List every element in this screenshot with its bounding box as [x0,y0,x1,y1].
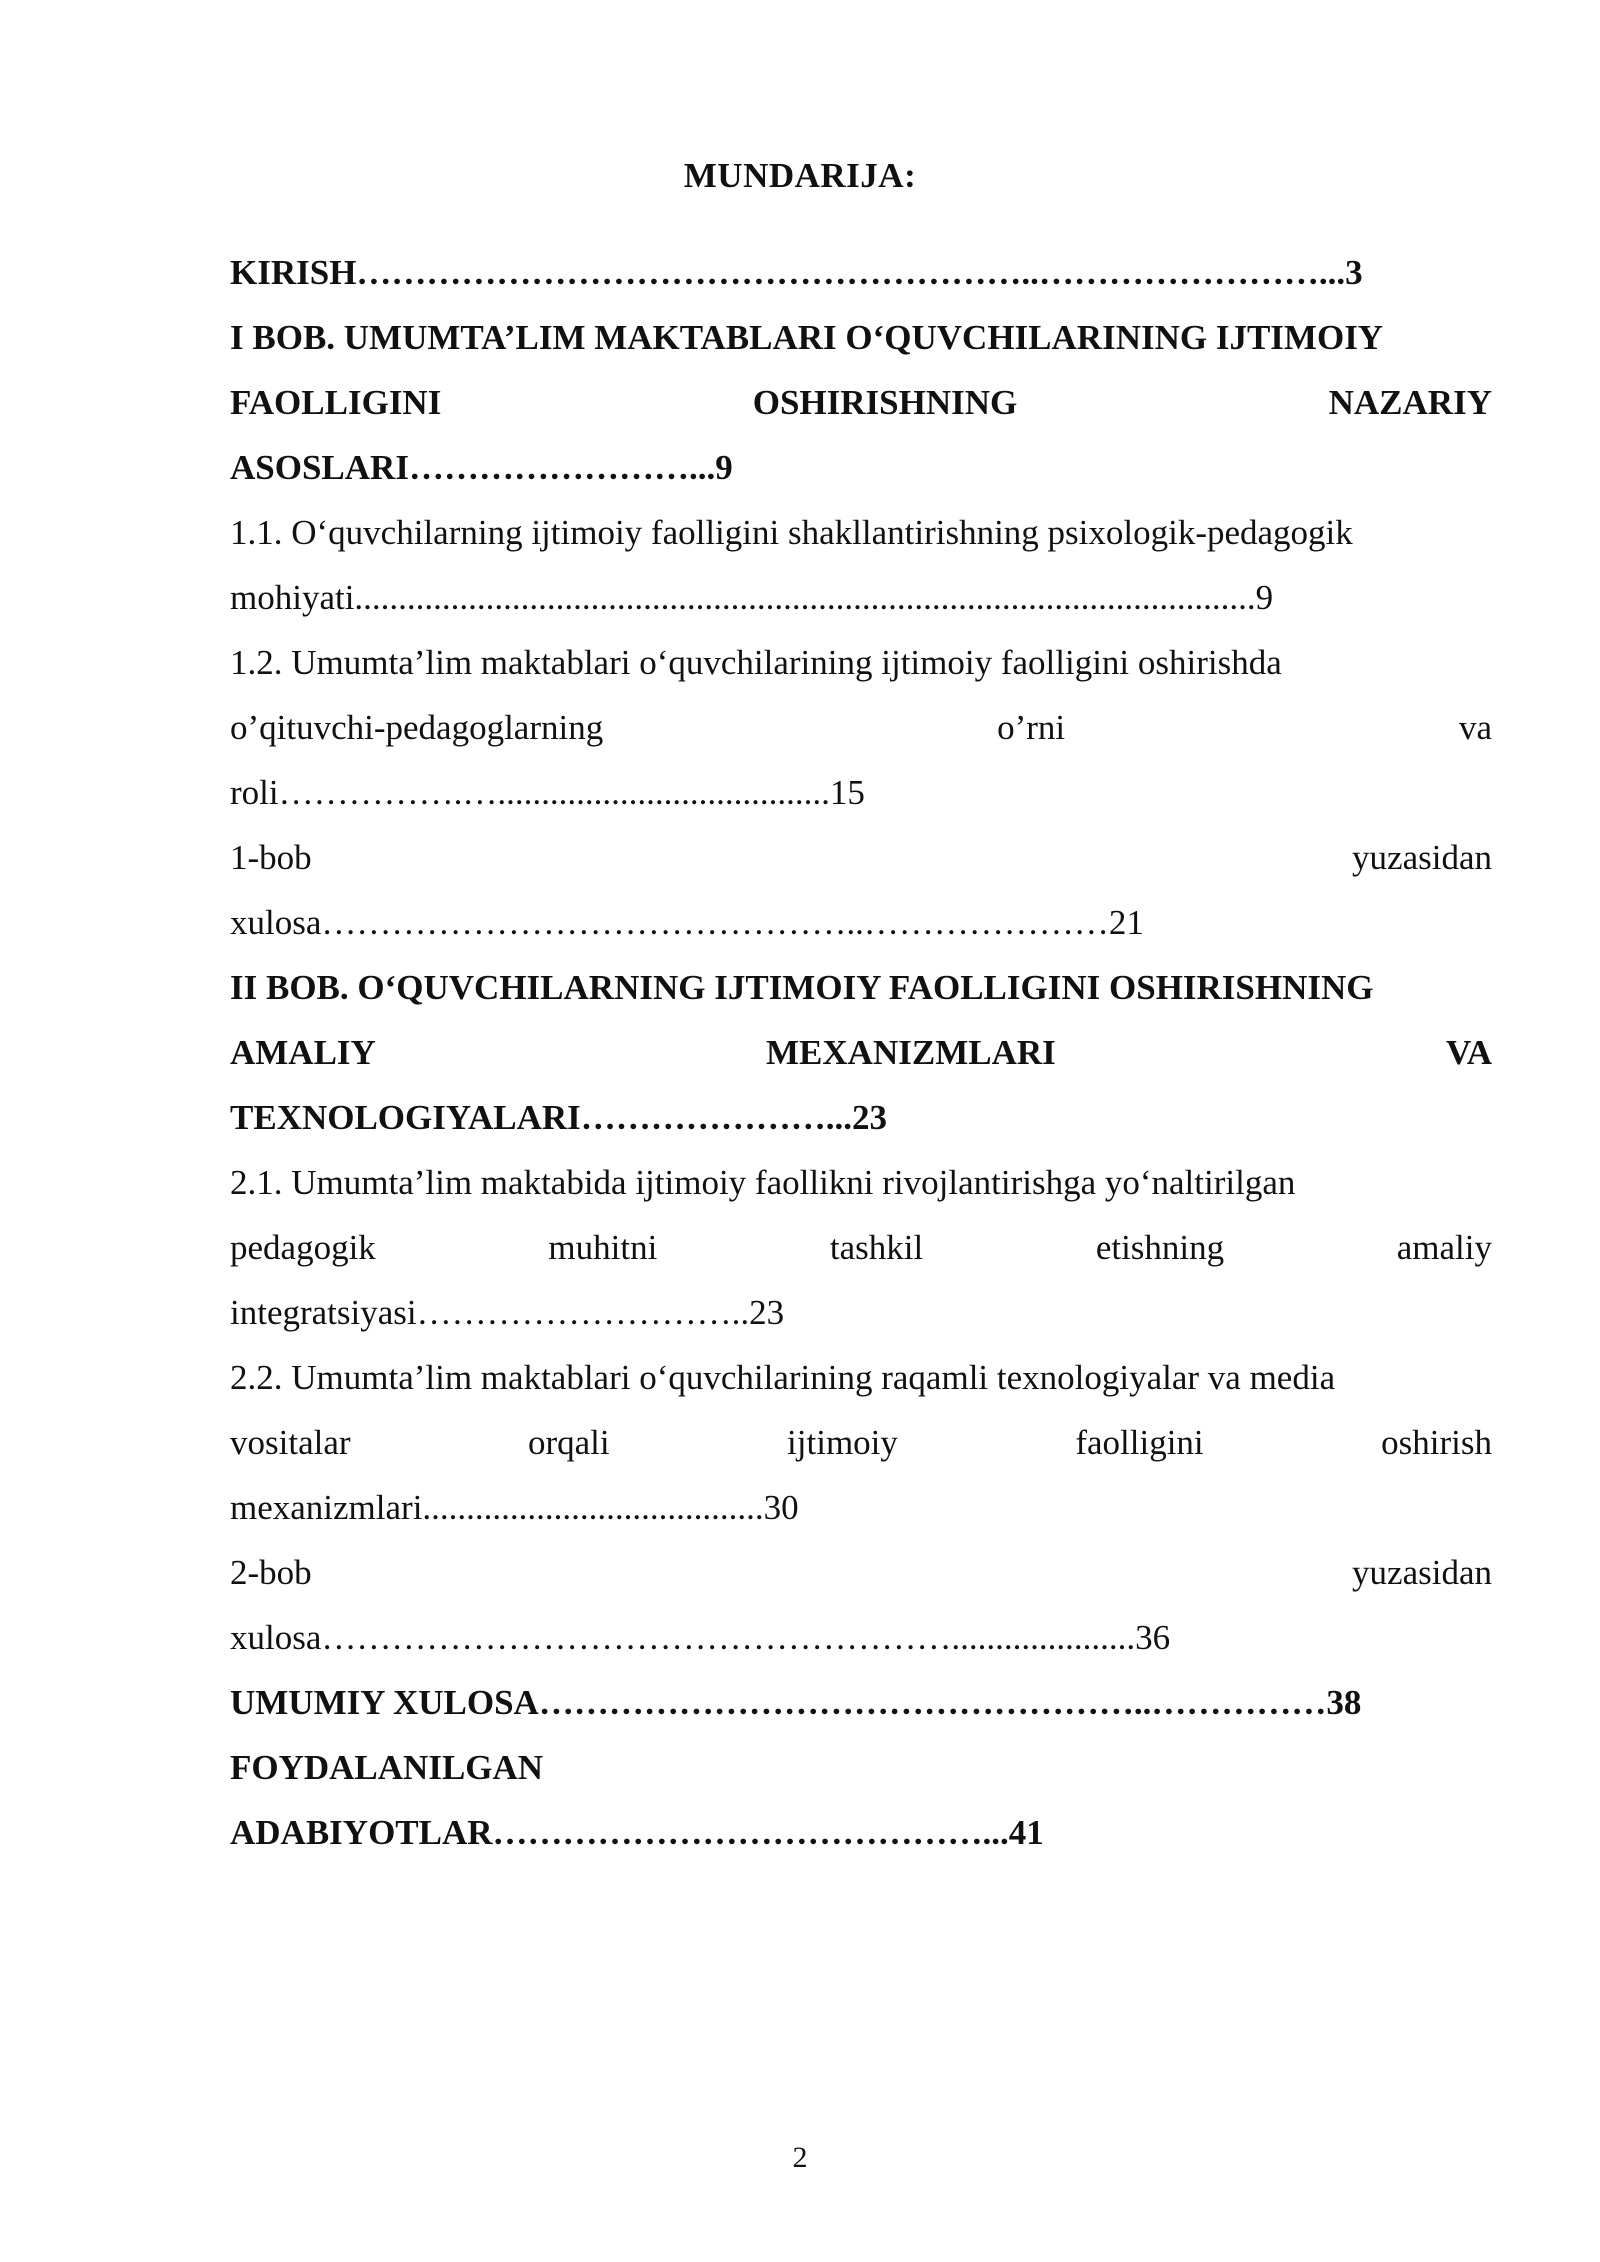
toc-section-2-2-line-3: mexanizmlari.......................................30 [230,1488,799,1527]
toc-entry-general-conclusion: UMUMIY XULOSA……………………………………………..……………38 [230,1683,1362,1722]
toc-word: yuzasidan [1352,838,1492,877]
toc-summary-1-line-2: xulosa………………………………………..…………………21 [230,903,1144,942]
toc-section-2-2-line-1: 2.2. Umumta’lim maktablari o‘quvchilarining raqamli texnologiyalar va media [230,1358,1336,1397]
toc-summary-2-line-1 [230,1540,1492,1605]
toc-entry-references-line-2: ADABIYOTLAR……………………………………...41 [230,1813,1044,1852]
toc-word: amaliy [1396,1228,1492,1267]
toc-chapter-2-line-2 [230,1020,1492,1085]
toc-word: faolligini [1075,1423,1204,1462]
toc-word: muhitni [548,1228,658,1267]
toc-word: pedagogik [230,1228,376,1267]
toc-word: o’qituvchi-pedagoglarning [230,708,604,747]
toc-section-1-1-line-1: 1.1. O‘quvchilarning ijtimoiy faolligini shakllantirishning psixologik-pedagogik [230,513,1353,552]
toc-word: yuzasidan [1352,1553,1492,1592]
toc-word: NAZARIY [1328,383,1492,422]
toc-chapter-2-line-1: II BOB. O‘QUVCHILARNING IJTIMOIY FAOLLIGINI OSHIRISHNING [230,968,1374,1007]
toc-word: ijtimoiy [787,1423,898,1462]
toc-word: oshirish [1381,1423,1492,1462]
toc-summary-2-line-2: xulosa……………………………………………….....................36 [230,1618,1171,1657]
toc-word: MEXANIZMLARI [766,1033,1056,1072]
toc-section-2-1-line-3: integratsiyasi………………………..23 [230,1293,785,1332]
toc-summary-1-line-1 [230,825,1492,890]
toc-word: va [1458,708,1492,747]
toc-chapter-2-line-3: TEXNOLOGIYALARI…………………...23 [230,1098,887,1137]
toc-word: FAOLLIGINI [230,383,442,422]
toc-word: orqali [527,1423,610,1462]
toc-word: VA [1445,1033,1492,1072]
toc-section-1-2-line-1: 1.2. Umumta’lim maktablari o‘quvchilarining ijtimoiy faolligini oshirishda [230,643,1282,682]
toc-entry-kirish: KIRISH…………………………………………………..……………………...3 [230,253,1363,292]
page-title: MUNDARIJA: [683,156,917,195]
toc-entry-references-line-1: FOYDALANILGAN [230,1748,544,1787]
table-of-contents [230,240,1492,1865]
toc-section-1-2-line-2 [230,695,1492,760]
toc-section-2-1-line-1: 2.1. Umumta’lim maktabida ijtimoiy faollikni rivojlantirishga yo‘naltirilgan [230,1163,1296,1202]
toc-word: vositalar [230,1423,351,1462]
toc-section-1-2-line-3: roli…………….…......................................15 [230,773,865,812]
page-number: 2 [792,2141,808,2174]
toc-section-1-1-line-2: mohiyati.......................................................................................................9 [230,578,1274,617]
toc-word: etishning [1095,1228,1225,1267]
toc-word: 2-bob [230,1553,312,1592]
toc-chapter-1-line-3: ASOSLARI……………………...9 [230,448,733,487]
toc-word: 1-bob [230,838,312,877]
toc-word: tashkil [829,1228,924,1267]
toc-section-2-2-line-2 [230,1410,1492,1475]
toc-section-2-1-line-2 [230,1215,1492,1280]
toc-word: AMALIY [230,1033,376,1072]
toc-chapter-1-line-1: I BOB. UMUMTA’LIM MAKTABLARI O‘QUVCHILARINING IJTIMOIY [230,318,1384,357]
toc-chapter-1-line-2 [230,370,1492,435]
toc-word: o’rni [997,708,1066,747]
toc-word: OSHIRISHNING [752,383,1018,422]
